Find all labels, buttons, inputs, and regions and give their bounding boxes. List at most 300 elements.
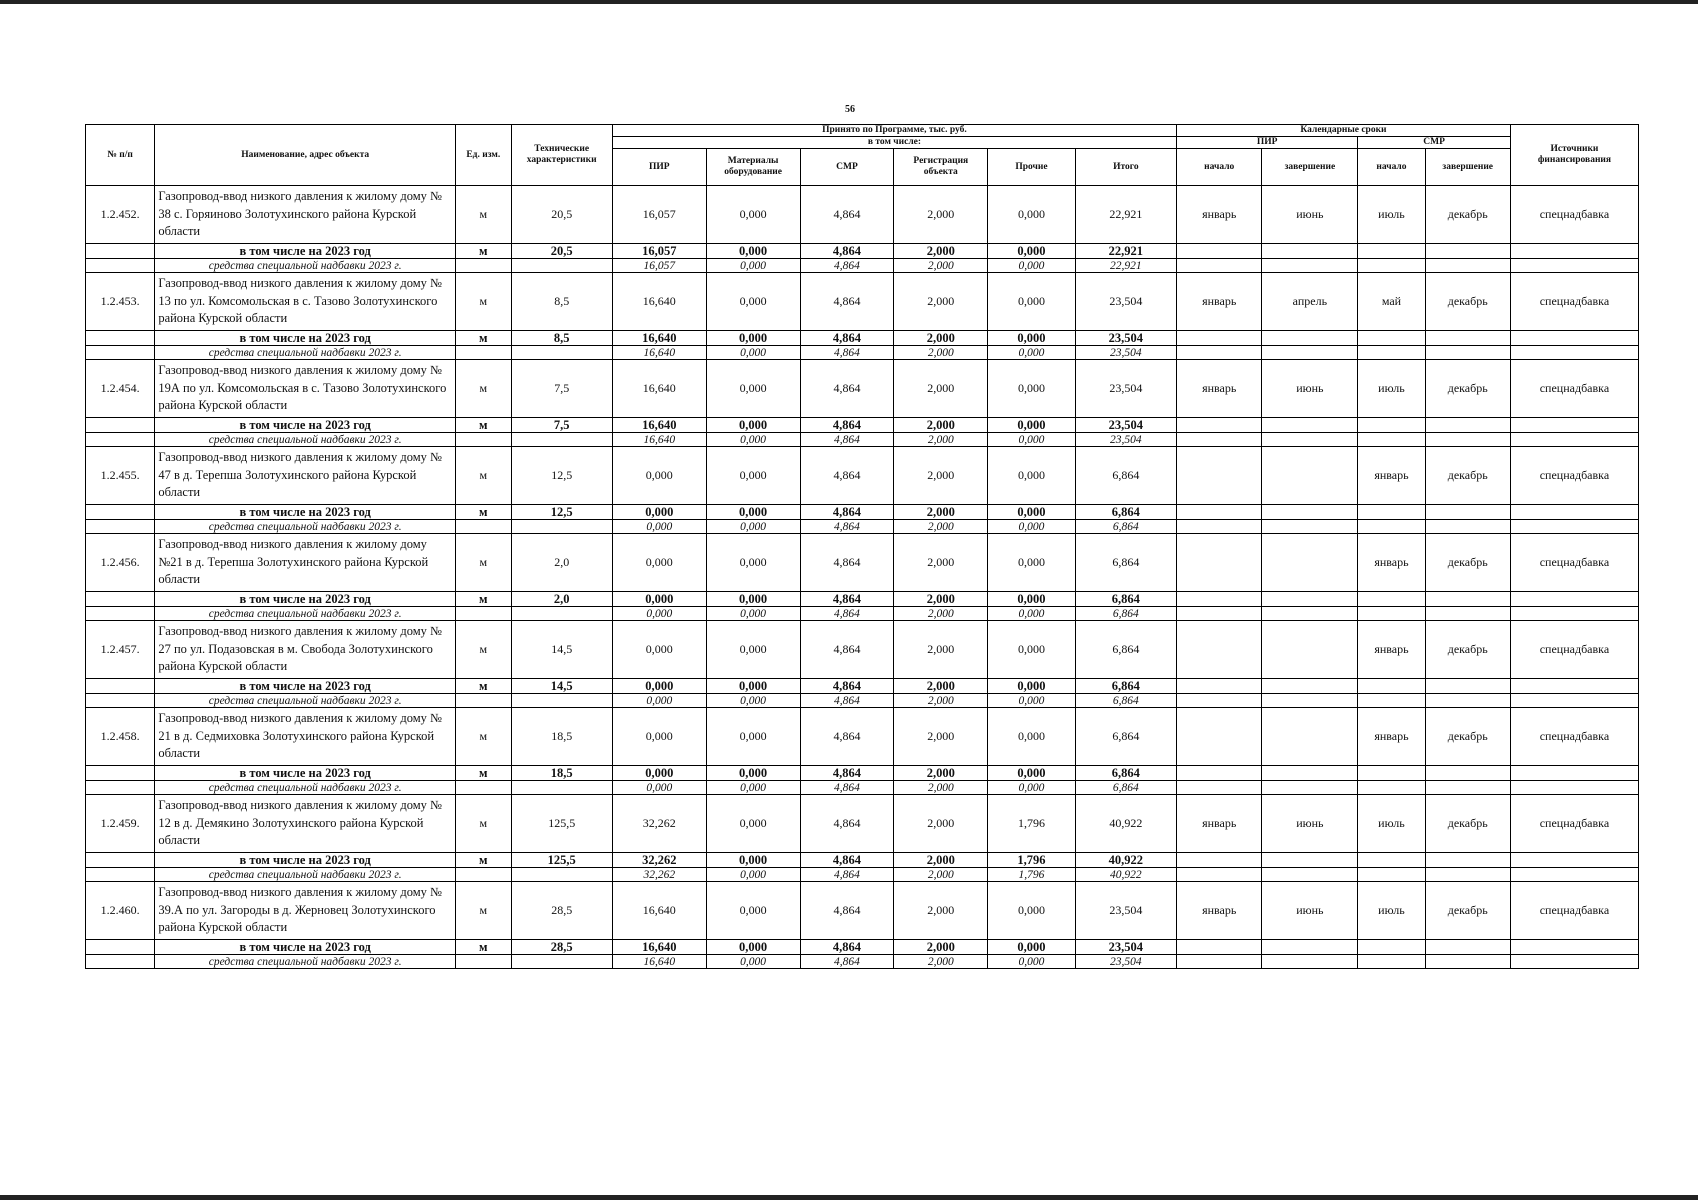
object-total: 40,922 bbox=[1075, 795, 1176, 853]
year-empty-cell bbox=[1262, 766, 1358, 781]
year-unit: м bbox=[456, 766, 511, 781]
object-pir-end bbox=[1262, 621, 1358, 679]
source-row bbox=[86, 259, 1639, 273]
source-number-empty bbox=[86, 607, 155, 621]
object-pir-end bbox=[1262, 534, 1358, 592]
year-registration: 2,000 bbox=[894, 244, 988, 259]
year-registration: 2,000 bbox=[894, 592, 988, 607]
source-smr: 4,864 bbox=[800, 607, 894, 621]
source-registration: 2,000 bbox=[894, 607, 988, 621]
header-name: Наименование, адрес объекта bbox=[155, 125, 456, 186]
object-materials: 0,000 bbox=[706, 273, 800, 331]
source-pir: 16,640 bbox=[612, 433, 706, 447]
year-empty-cell bbox=[1358, 853, 1425, 868]
object-source: спецнадбавка bbox=[1510, 447, 1638, 505]
object-tech: 125,5 bbox=[511, 795, 612, 853]
object-smr-start: январь bbox=[1358, 708, 1425, 766]
object-number: 1.2.455. bbox=[86, 447, 155, 505]
header-registration: Регистрация объекта bbox=[894, 149, 988, 186]
year-label: в том числе на 2023 год bbox=[155, 679, 456, 694]
object-unit: м bbox=[456, 882, 511, 940]
year-number-empty bbox=[86, 679, 155, 694]
source-empty-cell bbox=[1177, 520, 1262, 534]
year-materials: 0,000 bbox=[706, 244, 800, 259]
year-row bbox=[86, 331, 1639, 346]
year-row bbox=[86, 940, 1639, 955]
source-pir: 0,000 bbox=[612, 520, 706, 534]
year-row bbox=[86, 679, 1639, 694]
object-smr-end: декабрь bbox=[1425, 708, 1510, 766]
year-number-empty bbox=[86, 940, 155, 955]
source-empty-cell bbox=[1262, 955, 1358, 969]
source-empty-cell bbox=[1510, 346, 1638, 360]
header-materials: Материалы оборудование bbox=[706, 149, 800, 186]
object-name: Газопровод-ввод низкого давления к жилому дому № 39.А по ул. Загороды в д. Жерновец Золотухинского района Курской области bbox=[155, 882, 456, 940]
source-empty-cell bbox=[1177, 781, 1262, 795]
object-total: 6,864 bbox=[1075, 621, 1176, 679]
source-empty-cell bbox=[1425, 781, 1510, 795]
object-registration: 2,000 bbox=[894, 621, 988, 679]
year-other: 0,000 bbox=[988, 679, 1075, 694]
object-tech: 28,5 bbox=[511, 882, 612, 940]
source-empty-cell bbox=[1425, 520, 1510, 534]
table-body bbox=[86, 186, 1639, 969]
year-empty-cell bbox=[1358, 766, 1425, 781]
object-other: 0,000 bbox=[988, 273, 1075, 331]
year-label: в том числе на 2023 год bbox=[155, 853, 456, 868]
year-smr: 4,864 bbox=[800, 244, 894, 259]
year-number-empty bbox=[86, 853, 155, 868]
source-registration: 2,000 bbox=[894, 955, 988, 969]
source-materials: 0,000 bbox=[706, 955, 800, 969]
year-empty-cell bbox=[1510, 592, 1638, 607]
object-name: Газопровод-ввод низкого давления к жилому дому № 27 по ул. Подазовская в м. Свобода Золотухинского района Курской области bbox=[155, 621, 456, 679]
header-cal-pir: ПИР bbox=[1177, 137, 1358, 149]
source-empty-cell bbox=[1177, 607, 1262, 621]
object-source: спецнадбавка bbox=[1510, 795, 1638, 853]
year-empty-cell bbox=[1177, 679, 1262, 694]
year-total: 40,922 bbox=[1075, 853, 1176, 868]
source-row bbox=[86, 781, 1639, 795]
source-empty-cell bbox=[1177, 955, 1262, 969]
year-smr: 4,864 bbox=[800, 592, 894, 607]
year-pir: 16,640 bbox=[612, 940, 706, 955]
year-empty-cell bbox=[1262, 940, 1358, 955]
source-row bbox=[86, 433, 1639, 447]
source-pir: 32,262 bbox=[612, 868, 706, 882]
source-number-empty bbox=[86, 955, 155, 969]
object-name: Газопровод-ввод низкого давления к жилому дому № 21 в д. Седмиховка Золотухинского района Курской области bbox=[155, 708, 456, 766]
source-empty-cell bbox=[511, 955, 612, 969]
year-empty-cell bbox=[1262, 679, 1358, 694]
object-registration: 2,000 bbox=[894, 360, 988, 418]
object-tech: 7,5 bbox=[511, 360, 612, 418]
object-number: 1.2.454. bbox=[86, 360, 155, 418]
source-registration: 2,000 bbox=[894, 868, 988, 882]
source-label: средства специальной надбавки 2023 г. bbox=[155, 694, 456, 708]
source-empty-cell bbox=[1262, 346, 1358, 360]
year-empty-cell bbox=[1177, 331, 1262, 346]
year-materials: 0,000 bbox=[706, 940, 800, 955]
object-smr-start: январь bbox=[1358, 534, 1425, 592]
source-empty-cell bbox=[1262, 694, 1358, 708]
object-unit: м bbox=[456, 186, 511, 244]
object-pir-start: январь bbox=[1177, 273, 1262, 331]
source-registration: 2,000 bbox=[894, 781, 988, 795]
object-registration: 2,000 bbox=[894, 186, 988, 244]
object-pir: 32,262 bbox=[612, 795, 706, 853]
source-empty-cell bbox=[1262, 781, 1358, 795]
year-other: 1,796 bbox=[988, 853, 1075, 868]
object-materials: 0,000 bbox=[706, 708, 800, 766]
year-label: в том числе на 2023 год bbox=[155, 331, 456, 346]
source-pir: 0,000 bbox=[612, 694, 706, 708]
source-empty-cell bbox=[1358, 433, 1425, 447]
year-total: 6,864 bbox=[1075, 592, 1176, 607]
source-smr: 4,864 bbox=[800, 868, 894, 882]
source-empty-cell bbox=[1262, 868, 1358, 882]
object-pir-start: январь bbox=[1177, 186, 1262, 244]
object-smr-end: декабрь bbox=[1425, 447, 1510, 505]
year-tech: 18,5 bbox=[511, 766, 612, 781]
object-number: 1.2.452. bbox=[86, 186, 155, 244]
object-tech: 8,5 bbox=[511, 273, 612, 331]
year-unit: м bbox=[456, 853, 511, 868]
source-empty-cell bbox=[1177, 868, 1262, 882]
source-label: средства специальной надбавки 2023 г. bbox=[155, 868, 456, 882]
year-tech: 7,5 bbox=[511, 418, 612, 433]
source-empty-cell bbox=[1177, 259, 1262, 273]
object-pir-start bbox=[1177, 621, 1262, 679]
year-row bbox=[86, 505, 1639, 520]
object-number: 1.2.453. bbox=[86, 273, 155, 331]
year-empty-cell bbox=[1177, 244, 1262, 259]
source-smr: 4,864 bbox=[800, 694, 894, 708]
object-unit: м bbox=[456, 534, 511, 592]
object-total: 23,504 bbox=[1075, 273, 1176, 331]
source-total: 23,504 bbox=[1075, 346, 1176, 360]
object-number: 1.2.456. bbox=[86, 534, 155, 592]
object-smr: 4,864 bbox=[800, 273, 894, 331]
source-empty-cell bbox=[456, 520, 511, 534]
header-other: Прочие bbox=[988, 149, 1075, 186]
object-other: 0,000 bbox=[988, 447, 1075, 505]
object-tech: 14,5 bbox=[511, 621, 612, 679]
source-empty-cell bbox=[1510, 607, 1638, 621]
year-empty-cell bbox=[1358, 592, 1425, 607]
source-other: 1,796 bbox=[988, 868, 1075, 882]
year-unit: м bbox=[456, 940, 511, 955]
source-empty-cell bbox=[511, 433, 612, 447]
source-total: 23,504 bbox=[1075, 955, 1176, 969]
year-empty-cell bbox=[1262, 331, 1358, 346]
year-registration: 2,000 bbox=[894, 766, 988, 781]
year-empty-cell bbox=[1262, 592, 1358, 607]
source-row bbox=[86, 520, 1639, 534]
header-including: в том числе: bbox=[612, 137, 1176, 149]
year-empty-cell bbox=[1177, 766, 1262, 781]
year-total: 23,504 bbox=[1075, 418, 1176, 433]
object-unit: м bbox=[456, 795, 511, 853]
year-empty-cell bbox=[1425, 331, 1510, 346]
source-total: 23,504 bbox=[1075, 433, 1176, 447]
object-name: Газопровод-ввод низкого давления к жилому дому № 12 в д. Демякино Золотухинского района Курской области bbox=[155, 795, 456, 853]
year-number-empty bbox=[86, 592, 155, 607]
object-pir-end: июнь bbox=[1262, 882, 1358, 940]
source-other: 0,000 bbox=[988, 433, 1075, 447]
year-smr: 4,864 bbox=[800, 505, 894, 520]
object-smr-start: июль bbox=[1358, 186, 1425, 244]
source-total: 22,921 bbox=[1075, 259, 1176, 273]
source-empty-cell bbox=[1262, 259, 1358, 273]
year-empty-cell bbox=[1510, 331, 1638, 346]
year-label: в том числе на 2023 год bbox=[155, 505, 456, 520]
source-empty-cell bbox=[1510, 694, 1638, 708]
year-materials: 0,000 bbox=[706, 505, 800, 520]
object-smr-end: декабрь bbox=[1425, 795, 1510, 853]
object-other: 0,000 bbox=[988, 534, 1075, 592]
object-pir: 0,000 bbox=[612, 534, 706, 592]
source-row bbox=[86, 346, 1639, 360]
object-smr-end: декабрь bbox=[1425, 534, 1510, 592]
source-empty-cell bbox=[1177, 694, 1262, 708]
year-total: 22,921 bbox=[1075, 244, 1176, 259]
year-empty-cell bbox=[1177, 505, 1262, 520]
object-other: 0,000 bbox=[988, 186, 1075, 244]
year-empty-cell bbox=[1262, 853, 1358, 868]
source-label: средства специальной надбавки 2023 г. bbox=[155, 346, 456, 360]
program-table bbox=[85, 124, 1639, 969]
year-tech: 14,5 bbox=[511, 679, 612, 694]
year-unit: м bbox=[456, 331, 511, 346]
source-pir: 0,000 bbox=[612, 781, 706, 795]
object-number: 1.2.457. bbox=[86, 621, 155, 679]
year-other: 0,000 bbox=[988, 331, 1075, 346]
object-unit: м bbox=[456, 360, 511, 418]
scan-edge-top bbox=[0, 0, 1698, 4]
object-pir: 16,640 bbox=[612, 273, 706, 331]
header-pir-end: завершение bbox=[1262, 149, 1358, 186]
source-number-empty bbox=[86, 433, 155, 447]
source-empty-cell bbox=[456, 607, 511, 621]
object-pir-start: январь bbox=[1177, 795, 1262, 853]
object-smr: 4,864 bbox=[800, 708, 894, 766]
year-label: в том числе на 2023 год bbox=[155, 766, 456, 781]
source-total: 6,864 bbox=[1075, 607, 1176, 621]
object-number: 1.2.459. bbox=[86, 795, 155, 853]
object-source: спецнадбавка bbox=[1510, 273, 1638, 331]
source-empty-cell bbox=[1358, 520, 1425, 534]
source-empty-cell bbox=[1425, 607, 1510, 621]
year-empty-cell bbox=[1262, 505, 1358, 520]
year-row bbox=[86, 853, 1639, 868]
object-total: 6,864 bbox=[1075, 534, 1176, 592]
year-empty-cell bbox=[1510, 766, 1638, 781]
year-unit: м bbox=[456, 679, 511, 694]
year-empty-cell bbox=[1262, 418, 1358, 433]
object-total: 23,504 bbox=[1075, 882, 1176, 940]
year-empty-cell bbox=[1425, 244, 1510, 259]
page-number: 56 bbox=[845, 104, 855, 115]
year-pir: 0,000 bbox=[612, 679, 706, 694]
source-empty-cell bbox=[1425, 259, 1510, 273]
year-empty-cell bbox=[1177, 940, 1262, 955]
source-empty-cell bbox=[1262, 433, 1358, 447]
object-row bbox=[86, 795, 1639, 853]
object-source: спецнадбавка bbox=[1510, 360, 1638, 418]
source-label: средства специальной надбавки 2023 г. bbox=[155, 520, 456, 534]
object-pir-start bbox=[1177, 534, 1262, 592]
year-empty-cell bbox=[1358, 505, 1425, 520]
year-materials: 0,000 bbox=[706, 418, 800, 433]
object-name: Газопровод-ввод низкого давления к жилому дому № 13 по ул. Комсомольская в с. Тазово Золотухинского района Курской области bbox=[155, 273, 456, 331]
object-row bbox=[86, 534, 1639, 592]
source-label: средства специальной надбавки 2023 г. bbox=[155, 781, 456, 795]
object-total: 6,864 bbox=[1075, 447, 1176, 505]
object-pir: 0,000 bbox=[612, 447, 706, 505]
object-unit: м bbox=[456, 708, 511, 766]
source-other: 0,000 bbox=[988, 607, 1075, 621]
year-empty-cell bbox=[1425, 940, 1510, 955]
source-empty-cell bbox=[1510, 868, 1638, 882]
object-materials: 0,000 bbox=[706, 360, 800, 418]
year-unit: м bbox=[456, 592, 511, 607]
source-other: 0,000 bbox=[988, 520, 1075, 534]
year-pir: 0,000 bbox=[612, 592, 706, 607]
source-other: 0,000 bbox=[988, 259, 1075, 273]
year-total: 23,504 bbox=[1075, 940, 1176, 955]
year-label: в том числе на 2023 год bbox=[155, 244, 456, 259]
object-pir: 0,000 bbox=[612, 621, 706, 679]
year-empty-cell bbox=[1425, 766, 1510, 781]
year-registration: 2,000 bbox=[894, 853, 988, 868]
source-empty-cell bbox=[1425, 955, 1510, 969]
source-smr: 4,864 bbox=[800, 520, 894, 534]
object-row bbox=[86, 621, 1639, 679]
object-pir-end bbox=[1262, 708, 1358, 766]
object-materials: 0,000 bbox=[706, 534, 800, 592]
object-tech: 2,0 bbox=[511, 534, 612, 592]
year-smr: 4,864 bbox=[800, 331, 894, 346]
year-number-empty bbox=[86, 244, 155, 259]
year-tech: 28,5 bbox=[511, 940, 612, 955]
year-empty-cell bbox=[1510, 853, 1638, 868]
source-empty-cell bbox=[511, 520, 612, 534]
year-unit: м bbox=[456, 505, 511, 520]
year-empty-cell bbox=[1358, 418, 1425, 433]
year-row bbox=[86, 592, 1639, 607]
header-smr-end: завершение bbox=[1425, 149, 1510, 186]
source-other: 0,000 bbox=[988, 694, 1075, 708]
source-empty-cell bbox=[1358, 781, 1425, 795]
object-smr-start: июль bbox=[1358, 795, 1425, 853]
header-sources: Источники финансирования bbox=[1510, 125, 1638, 186]
object-registration: 2,000 bbox=[894, 534, 988, 592]
year-tech: 20,5 bbox=[511, 244, 612, 259]
year-tech: 12,5 bbox=[511, 505, 612, 520]
source-empty-cell bbox=[511, 781, 612, 795]
source-total: 6,864 bbox=[1075, 781, 1176, 795]
year-row bbox=[86, 244, 1639, 259]
source-number-empty bbox=[86, 694, 155, 708]
table-header bbox=[86, 125, 1639, 186]
object-registration: 2,000 bbox=[894, 795, 988, 853]
object-row bbox=[86, 360, 1639, 418]
source-materials: 0,000 bbox=[706, 259, 800, 273]
object-number: 1.2.460. bbox=[86, 882, 155, 940]
year-empty-cell bbox=[1425, 505, 1510, 520]
year-label: в том числе на 2023 год bbox=[155, 940, 456, 955]
source-empty-cell bbox=[511, 259, 612, 273]
header-pir-start: начало bbox=[1177, 149, 1262, 186]
source-pir: 0,000 bbox=[612, 607, 706, 621]
source-empty-cell bbox=[1358, 694, 1425, 708]
source-empty-cell bbox=[456, 433, 511, 447]
year-number-empty bbox=[86, 505, 155, 520]
year-tech: 8,5 bbox=[511, 331, 612, 346]
object-other: 0,000 bbox=[988, 621, 1075, 679]
object-pir-end: июнь bbox=[1262, 795, 1358, 853]
object-materials: 0,000 bbox=[706, 186, 800, 244]
source-number-empty bbox=[86, 346, 155, 360]
source-empty-cell bbox=[1510, 955, 1638, 969]
source-empty-cell bbox=[456, 694, 511, 708]
source-empty-cell bbox=[1510, 259, 1638, 273]
source-empty-cell bbox=[1358, 259, 1425, 273]
source-empty-cell bbox=[1510, 781, 1638, 795]
object-tech: 20,5 bbox=[511, 186, 612, 244]
object-pir: 16,640 bbox=[612, 882, 706, 940]
object-row bbox=[86, 273, 1639, 331]
source-row bbox=[86, 607, 1639, 621]
year-smr: 4,864 bbox=[800, 766, 894, 781]
source-empty-cell bbox=[1358, 868, 1425, 882]
year-registration: 2,000 bbox=[894, 940, 988, 955]
object-smr: 4,864 bbox=[800, 621, 894, 679]
source-materials: 0,000 bbox=[706, 868, 800, 882]
object-pir-end: июнь bbox=[1262, 186, 1358, 244]
object-smr: 4,864 bbox=[800, 795, 894, 853]
object-unit: м bbox=[456, 273, 511, 331]
source-empty-cell bbox=[1358, 607, 1425, 621]
object-total: 6,864 bbox=[1075, 708, 1176, 766]
object-smr: 4,864 bbox=[800, 882, 894, 940]
source-smr: 4,864 bbox=[800, 781, 894, 795]
object-other: 0,000 bbox=[988, 708, 1075, 766]
object-row bbox=[86, 882, 1639, 940]
year-unit: м bbox=[456, 418, 511, 433]
object-registration: 2,000 bbox=[894, 273, 988, 331]
header-total: Итого bbox=[1075, 149, 1176, 186]
year-empty-cell bbox=[1510, 940, 1638, 955]
object-smr: 4,864 bbox=[800, 360, 894, 418]
year-materials: 0,000 bbox=[706, 679, 800, 694]
year-other: 0,000 bbox=[988, 418, 1075, 433]
source-empty-cell bbox=[511, 607, 612, 621]
year-smr: 4,864 bbox=[800, 418, 894, 433]
source-registration: 2,000 bbox=[894, 346, 988, 360]
source-smr: 4,864 bbox=[800, 346, 894, 360]
source-empty-cell bbox=[1358, 955, 1425, 969]
object-pir-start bbox=[1177, 447, 1262, 505]
year-pir: 0,000 bbox=[612, 505, 706, 520]
object-registration: 2,000 bbox=[894, 708, 988, 766]
object-source: спецнадбавка bbox=[1510, 186, 1638, 244]
object-pir-start: январь bbox=[1177, 360, 1262, 418]
year-number-empty bbox=[86, 766, 155, 781]
year-number-empty bbox=[86, 331, 155, 346]
object-name: Газопровод-ввод низкого давления к жилому дому № 47 в д. Терепша Золотухинского района Курской области bbox=[155, 447, 456, 505]
